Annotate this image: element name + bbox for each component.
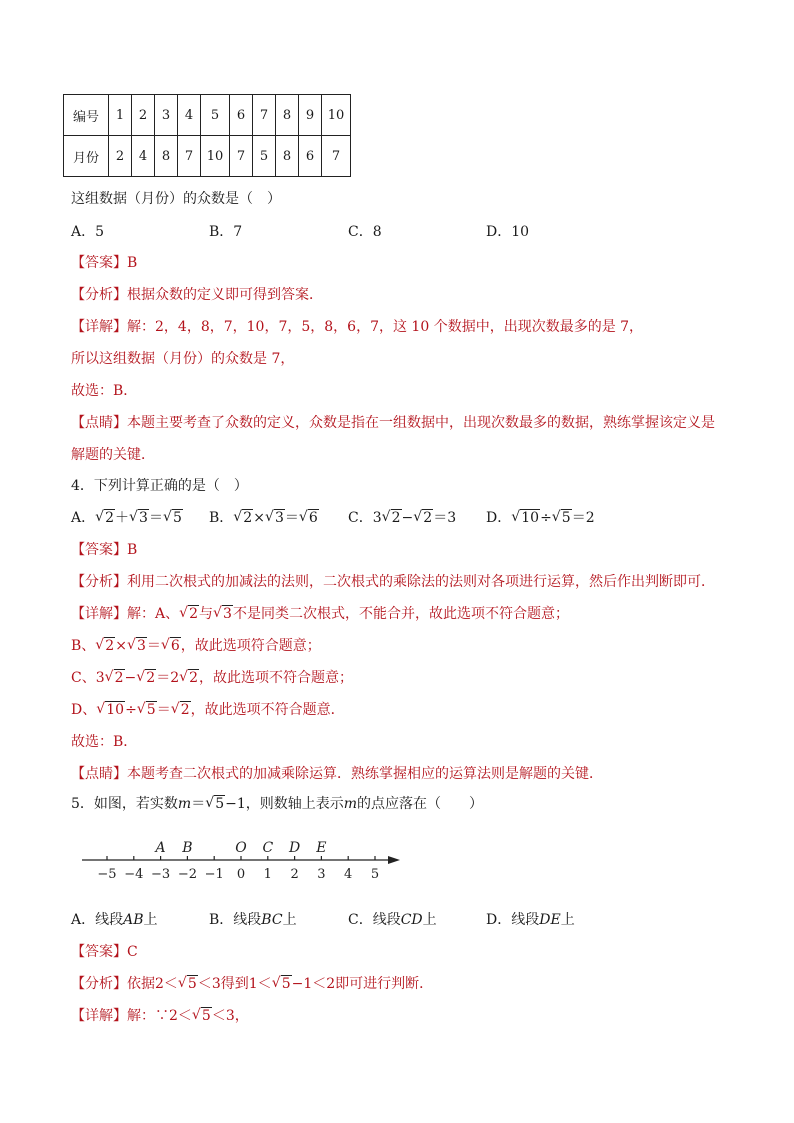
q5-detail: 【详解】解：∵2＜√ 5＜3， xyxy=(71,1005,249,1025)
comment-tag: 【点睛】 xyxy=(71,415,127,431)
q5-stem: 5．如图，若实数m＝√ 5−1，则数轴上表示m的点应落在（ ） xyxy=(71,793,483,813)
table-cell: 2 xyxy=(109,136,132,177)
option-suffix: 上 xyxy=(282,912,297,928)
table-cell: 7 xyxy=(253,95,276,136)
detail-text: ，故此选项不符合题意； xyxy=(199,670,354,686)
analysis-text: 根据众数的定义即可得到答案． xyxy=(127,287,323,303)
q5-option-b xyxy=(209,909,297,929)
q4-choose: 故选：B． xyxy=(71,734,138,750)
q3-comment xyxy=(71,412,715,432)
q5-analysis: 【分析】依据2＜√ 5＜3得到1＜√ 5−1＜2即可进行判断． xyxy=(71,973,433,993)
detail-text: ， xyxy=(234,1008,249,1024)
number-line-tick-label: 4 xyxy=(344,867,353,882)
number-line-point-label: D xyxy=(288,840,301,856)
number-line-tick-label: −1 xyxy=(204,867,224,882)
q3-answer xyxy=(71,252,137,272)
table-cell: 7 xyxy=(230,136,253,177)
q3-stem: 这组数据（月份）的众数是（ ） xyxy=(71,191,281,207)
q3-detail-line2: 所以这组数据（月份）的众数是 7， xyxy=(71,351,295,367)
q3-comment-line2: 解题的关键． xyxy=(71,447,155,463)
q3-detail xyxy=(71,316,643,336)
q4-option-d: D．√ 10÷√ 5＝2 xyxy=(486,507,595,527)
comment-text: 本题主要考查了众数的定义，众数是指在一组数据中，出现次数最多的数据，熟练掌握该定义是 xyxy=(127,415,715,431)
table-cell: 6 xyxy=(230,95,253,136)
q3-choose: 故选：B． xyxy=(71,383,138,399)
analysis-text: 利用二次根式的加减法的法则，二次根式的乘除法的法则对各项进行运算，然后作出判断即可． xyxy=(127,574,715,590)
q4-analysis xyxy=(71,571,715,591)
month-table xyxy=(63,94,351,177)
q5-option-d xyxy=(486,909,575,929)
q3-option-c: C．8 xyxy=(348,224,382,240)
number-line-tick-label: −4 xyxy=(124,867,144,882)
number-line-tick-label: 3 xyxy=(317,867,326,882)
table-row xyxy=(64,136,351,177)
q4-option-a: A．√ 2＋√ 3＝√ 5 xyxy=(71,507,183,527)
q3-analysis xyxy=(71,284,323,304)
number-line-point-label: A xyxy=(155,840,166,856)
q4-stem: 4．下列计算正确的是（ ） xyxy=(71,478,248,494)
number-line-tick-label: −5 xyxy=(97,867,117,882)
q4-detail-d: D、√ 10÷√ 5＝√ 2，故此选项不符合题意． xyxy=(71,699,345,719)
number-line-point-label: E xyxy=(316,840,327,856)
table-cell: 7 xyxy=(178,136,201,177)
table-cell: 8 xyxy=(155,136,178,177)
number-line-tick-label: 1 xyxy=(263,867,272,882)
number-line-point-label: B xyxy=(182,840,193,856)
analysis-text: 依据 xyxy=(127,976,155,992)
table-cell: 1 xyxy=(109,95,132,136)
table-cell: 3 xyxy=(155,95,178,136)
q5-option-a xyxy=(71,909,158,929)
table-cell: 8 xyxy=(276,136,299,177)
answer-value: B xyxy=(127,542,138,558)
answer-tag: 【答案】 xyxy=(71,255,127,271)
detail-text: 解：A、 xyxy=(127,606,180,622)
table-cell: 2 xyxy=(132,95,155,136)
table-cell: 9 xyxy=(299,95,322,136)
table-cell: 6 xyxy=(299,136,322,177)
q4-answer xyxy=(71,539,137,559)
q5-option-c xyxy=(348,909,437,929)
option-suffix: 上 xyxy=(422,912,437,928)
option-suffix: 上 xyxy=(560,912,575,928)
table-cell: 10 xyxy=(201,136,230,177)
detail-tag: 【详解】 xyxy=(71,319,127,335)
table-cell: 5 xyxy=(201,95,230,136)
q4-comment xyxy=(71,763,603,783)
table-row xyxy=(64,95,351,136)
number-line-tick-label: −3 xyxy=(151,867,171,882)
detail-tag: 【详解】 xyxy=(71,1008,127,1024)
option-segment: BC xyxy=(261,912,283,928)
option-suffix: 上 xyxy=(143,912,158,928)
analysis-tag: 【分析】 xyxy=(71,976,127,992)
analysis-text: 得到 xyxy=(220,976,249,992)
option-segment: DE xyxy=(539,912,561,928)
table-cell: 7 xyxy=(322,136,351,177)
table-cell: 8 xyxy=(276,95,299,136)
answer-tag: 【答案】 xyxy=(71,944,127,960)
table-cell: 4 xyxy=(178,95,201,136)
option-segment: AB xyxy=(123,912,144,928)
arrow-icon xyxy=(388,856,400,864)
analysis-tag: 【分析】 xyxy=(71,574,127,590)
number-line-point-labels xyxy=(154,840,327,856)
number-line-point-label: O xyxy=(235,840,247,856)
analysis-text: 即可进行判断． xyxy=(335,976,434,992)
detail-text: 与 xyxy=(199,606,214,622)
table-header-cell: 月份 xyxy=(64,136,109,177)
stem-text: 5．如图，若实数 xyxy=(71,796,178,812)
number-line-point-label: C xyxy=(262,840,274,856)
option-label: D．线段 xyxy=(486,912,540,928)
number-line-tick-label: 2 xyxy=(290,867,299,882)
q4-option-c: C．3√ 2−√ 2＝3 xyxy=(348,507,456,527)
detail-text: ，故此选项不符合题意． xyxy=(190,702,345,718)
comment-tag: 【点睛】 xyxy=(71,766,127,782)
number-line-figure xyxy=(80,836,410,886)
detail-text: 解：2，4，8，7，10，7，5，8，6，7，这 10 个数据中，出现次数最多的是 7， xyxy=(127,319,644,335)
table-cell: 5 xyxy=(253,136,276,177)
number-line-tick-label: 0 xyxy=(236,867,246,882)
number-line-tick-label: 5 xyxy=(370,867,380,882)
comment-text: 本题考查二次根式的加减乘除运算．熟练掌握相应的运算法则是解题的关键． xyxy=(127,766,603,782)
detail-tag: 【详解】 xyxy=(71,606,127,622)
number-line-tick-labels xyxy=(97,867,379,882)
q5-answer xyxy=(71,941,138,961)
q3-option-b: B．7 xyxy=(209,224,243,240)
table-header-cell: 编号 xyxy=(64,95,109,136)
q3-option-a: A．5 xyxy=(71,224,105,240)
number-line-tick-label: −2 xyxy=(177,867,197,882)
answer-tag: 【答案】 xyxy=(71,542,127,558)
stem-text: 的点应落在（ ） xyxy=(357,796,484,812)
detail-text: 不是同类二次根式，不能合并，故此选项不符合题意； xyxy=(232,606,569,622)
analysis-tag: 【分析】 xyxy=(71,287,127,303)
table-cell: 10 xyxy=(322,95,351,136)
detail-text: 解： xyxy=(127,1008,155,1024)
answer-value: B xyxy=(127,255,138,271)
stem-text: ，则数轴上表示 xyxy=(245,796,344,812)
option-label: A．线段 xyxy=(71,912,124,928)
option-segment: CD xyxy=(400,912,423,928)
q4-option-b: B．√ 2×√ 3＝√ 6 xyxy=(209,507,319,527)
option-label: C．线段 xyxy=(348,912,401,928)
q4-detail-c: C、3√ 2−√ 2＝2√ 2，故此选项不符合题意； xyxy=(71,667,353,687)
table-cell: 4 xyxy=(132,136,155,177)
q4-detail-b: B、√ 2×√ 3＝√ 6，故此选项符合题意； xyxy=(71,635,321,655)
option-label: B．线段 xyxy=(209,912,262,928)
q3-option-d: D．10 xyxy=(486,224,530,240)
q4-detail-a: 【详解】解：A、√ 2与√ 3不是同类二次根式，不能合并，故此选项不符合题意； xyxy=(71,603,569,623)
detail-text: ，故此选项符合题意； xyxy=(180,638,321,654)
answer-value: C xyxy=(127,944,138,960)
